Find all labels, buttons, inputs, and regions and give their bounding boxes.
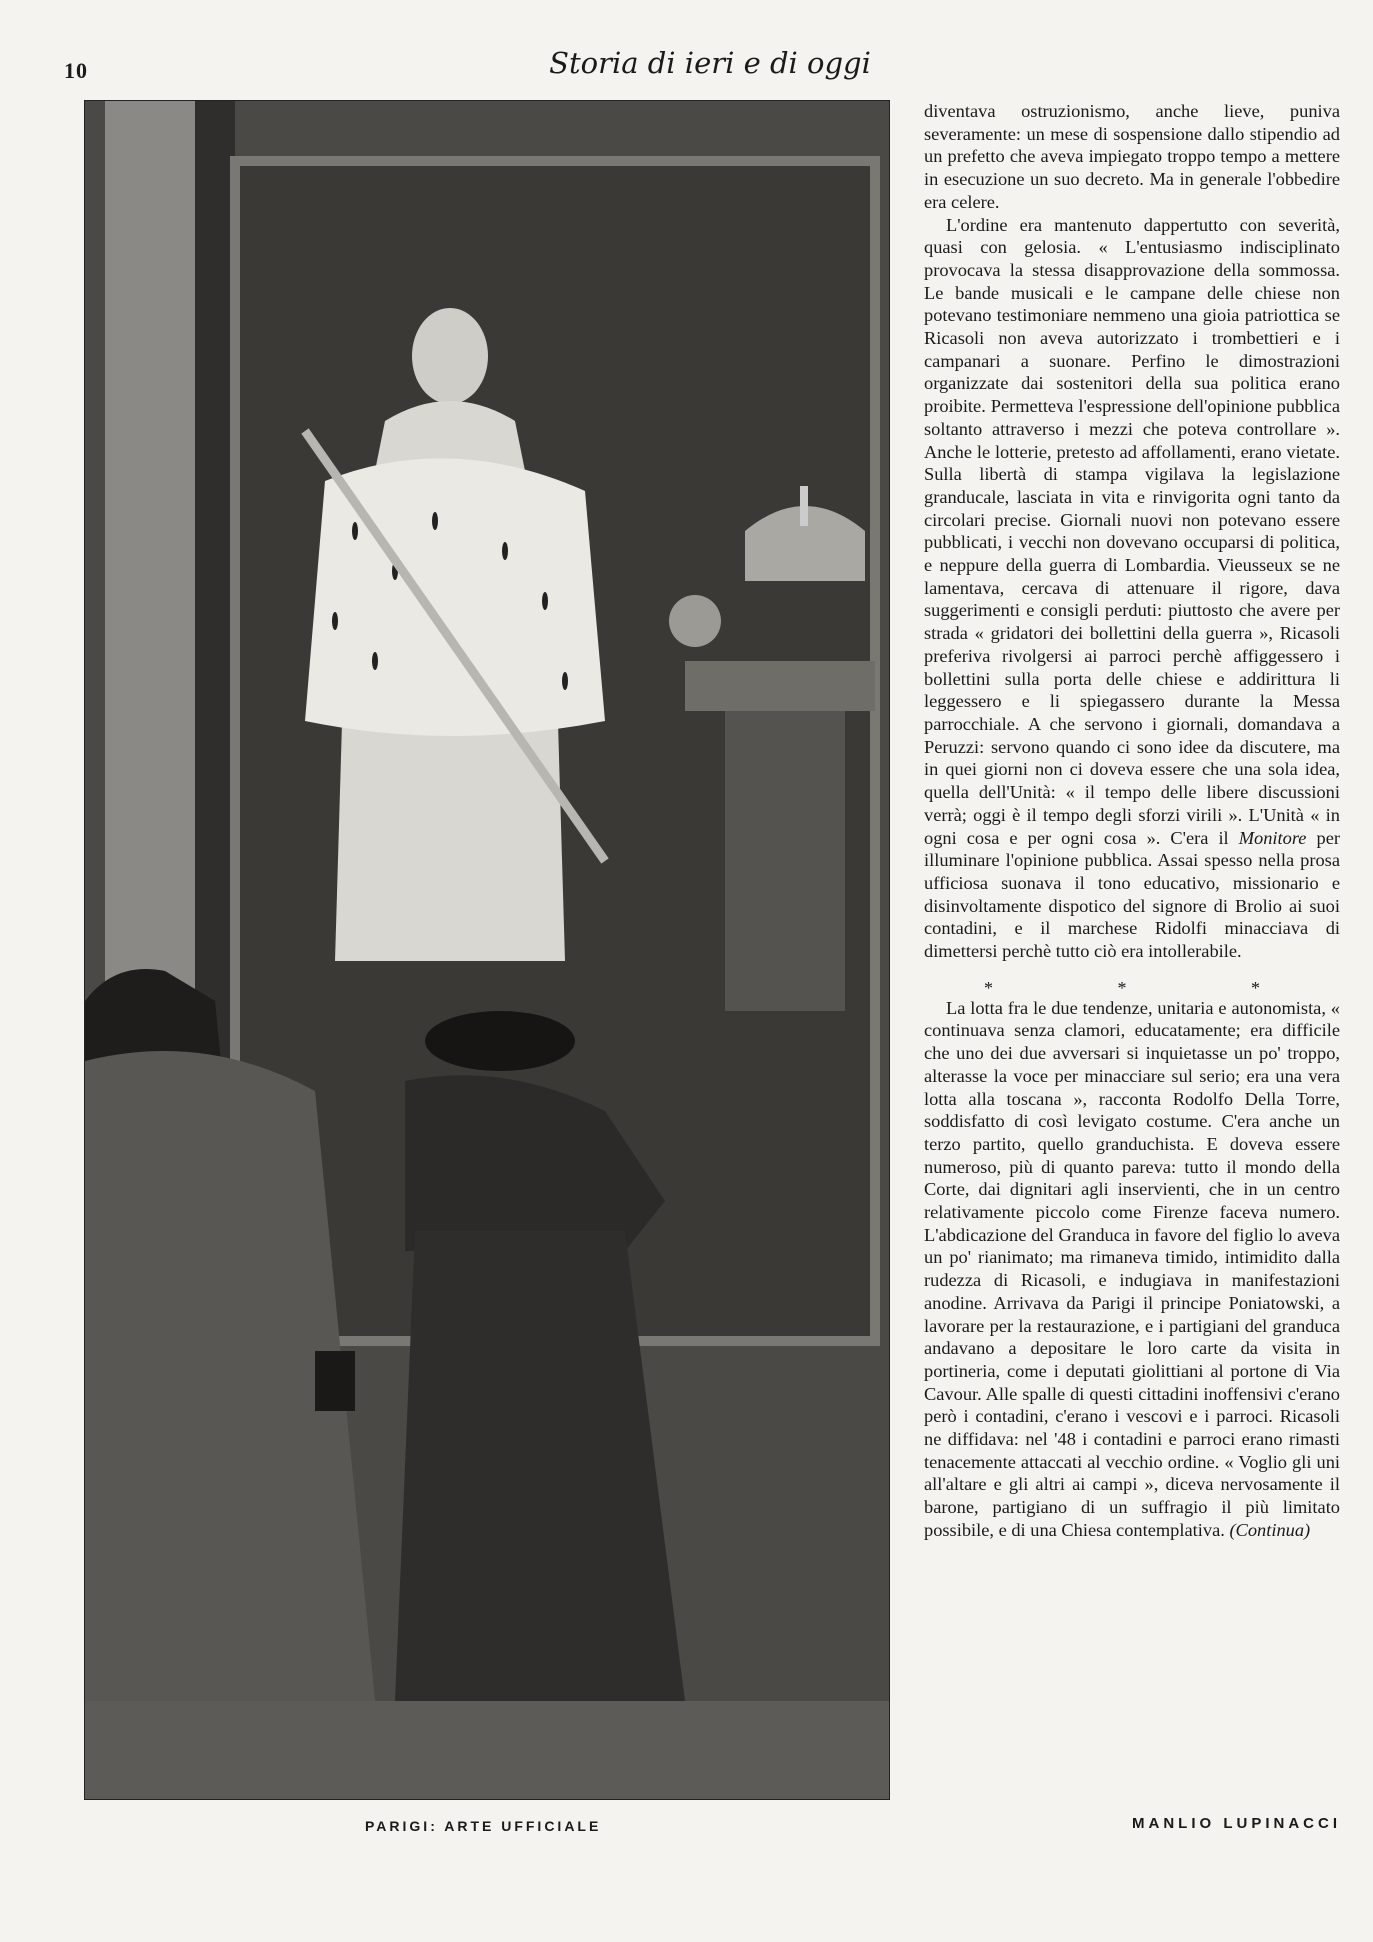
king-head — [412, 308, 488, 404]
orb — [669, 595, 721, 647]
paragraph-2: L'ordine era mantenuto dappertutto con severità, quasi con gelosia. « L'entusiasmo indisciplinato provocava la stessa disapprovazione della sommossa. Le bande musicali e le campane delle chiese non potevano testimoniare nemmeno una gioia patriottica se Ricasoli non aveva autorizzato i trombettieri e i campanari a suonare. Perfino le dimostrazioni organizzate dai sostenitori della sua politica erano proibite. Permetteva l'espressione dell'opinione pubblica soltanto attraverso i mezzi che poteva controllare ». Anche le lotterie, pretesto ad affollamenti, erano vietate. Sulla libertà di stampa vigilava la legislazione granducale, lasciata in vita e rinvigorita ogni tanto da circolari precise. Giornali nuovi non potevano essere pubblicati, i vecchi non dovevano occuparsi di politica, e neppure della guerra di Lombardia. Vieusseux se ne lamentava, cercava di attenuare il rigore, dava suggerimenti e consigli perduti: piuttosto che avere per strada « gridatori dei bollettini della guerra », Ricasoli preferiva rivolgersi ai parroci perchè affiggessero i bollettini sulla porta delle chiese e addirittura li leggessero e li spiegassero durante la Messa parrocchiale. A che servono i giornali, domandava a Peruzzi: servono quando ci sono idee da discutere, ma in quei giorni non ci doveva essere che una sola idea, quella dell'Unità: « il tempo delle libere discussioni verrà; oggi è il tempo degli sforzi virili ». L'Unità « in ogni cosa e per ogni cosa ». C'era il Monitore per illuminare l'opinione pubblica. Assai spesso nella prosa ufficiosa suonava il tono educativo, missionario e disinvoltamente dispotico del signore di Brolio ai suoi contadini, e il marchese Ridolfi minacciava di dimettersi perchè tutto ciò era intollerabile. — [924, 214, 1340, 962]
viewer-hat-center — [425, 1011, 575, 1071]
floor — [85, 1701, 890, 1800]
paragraph-3: La lotta fra le due tendenze, unitaria e autonomista, « continuava senza clamori, educatamente; era difficile che uno dei due avversari si inquietasse un po' troppo, alterasse la voce per minacciare sul serio; era una vera lotta alla toscana », racconta Rodolfo Della Torre, soddisfatto di così levigato costume. C'era anche un terzo partito, quello granduchista. E doveva essere numeroso, più di quanto pareva: tutto il mondo della Corte, dai dignitari agli inservienti, che in un centro relativamente piccolo come Firenze faceva numero. L'abdicazione del Granduca in favore del figlio lo aveva un po' rianimato; ma rimaneva timido, intimidito dalla rudezza di Ricasoli, e indugiava in manifestazioni anodine. Arrivava da Parigi il principe Poniatowski, a lavorare per la restaurazione, e i partigiani del granduca andavano a depositare le loro carte da visita in portineria, come i deputati giolittiani al portone di Via Cavour. Alle spalle di questi cittadini inoffensivi c'erano però i contadini, c'erano i vescovi e i parroci. Ricasoli ne diffidava: nel '48 i contadini e parroci erano rimasti tenacemente attaccati al vecchio ordine. « Voglio gli uni all'altare e gli altri ai campi », diceva nervosamente il barone, partigiano di un suffragio il più limitato possibile, e di una Chiesa contemplativa. (Continua) — [924, 997, 1340, 1540]
monitore-title: Monitore — [1238, 827, 1307, 848]
continua-note: (Continua) — [1229, 1519, 1311, 1540]
running-title: Storia di ieri e di oggi — [549, 46, 871, 80]
photo-illustration — [85, 101, 890, 1800]
page-number: 10 — [64, 58, 88, 83]
article-column — [924, 100, 1340, 1542]
photo-caption: PARIGI: ARTE UFFICIALE — [365, 1818, 602, 1834]
handbag — [315, 1351, 355, 1411]
paragraph-1: diventava ostruzionismo, anche lieve, puniva severamente: un mese di sospensione dallo stipendio ad un prefetto che aveva impiegato troppo tempo a mettere in esecuzione un suo decreto. Ma in generale l'obbedire era celere. — [924, 101, 1340, 212]
author-byline: MANLIO LUPINACCI — [1132, 1815, 1341, 1832]
table — [685, 661, 875, 711]
section-separator: * * * — [984, 977, 1320, 998]
photograph — [84, 100, 890, 1800]
